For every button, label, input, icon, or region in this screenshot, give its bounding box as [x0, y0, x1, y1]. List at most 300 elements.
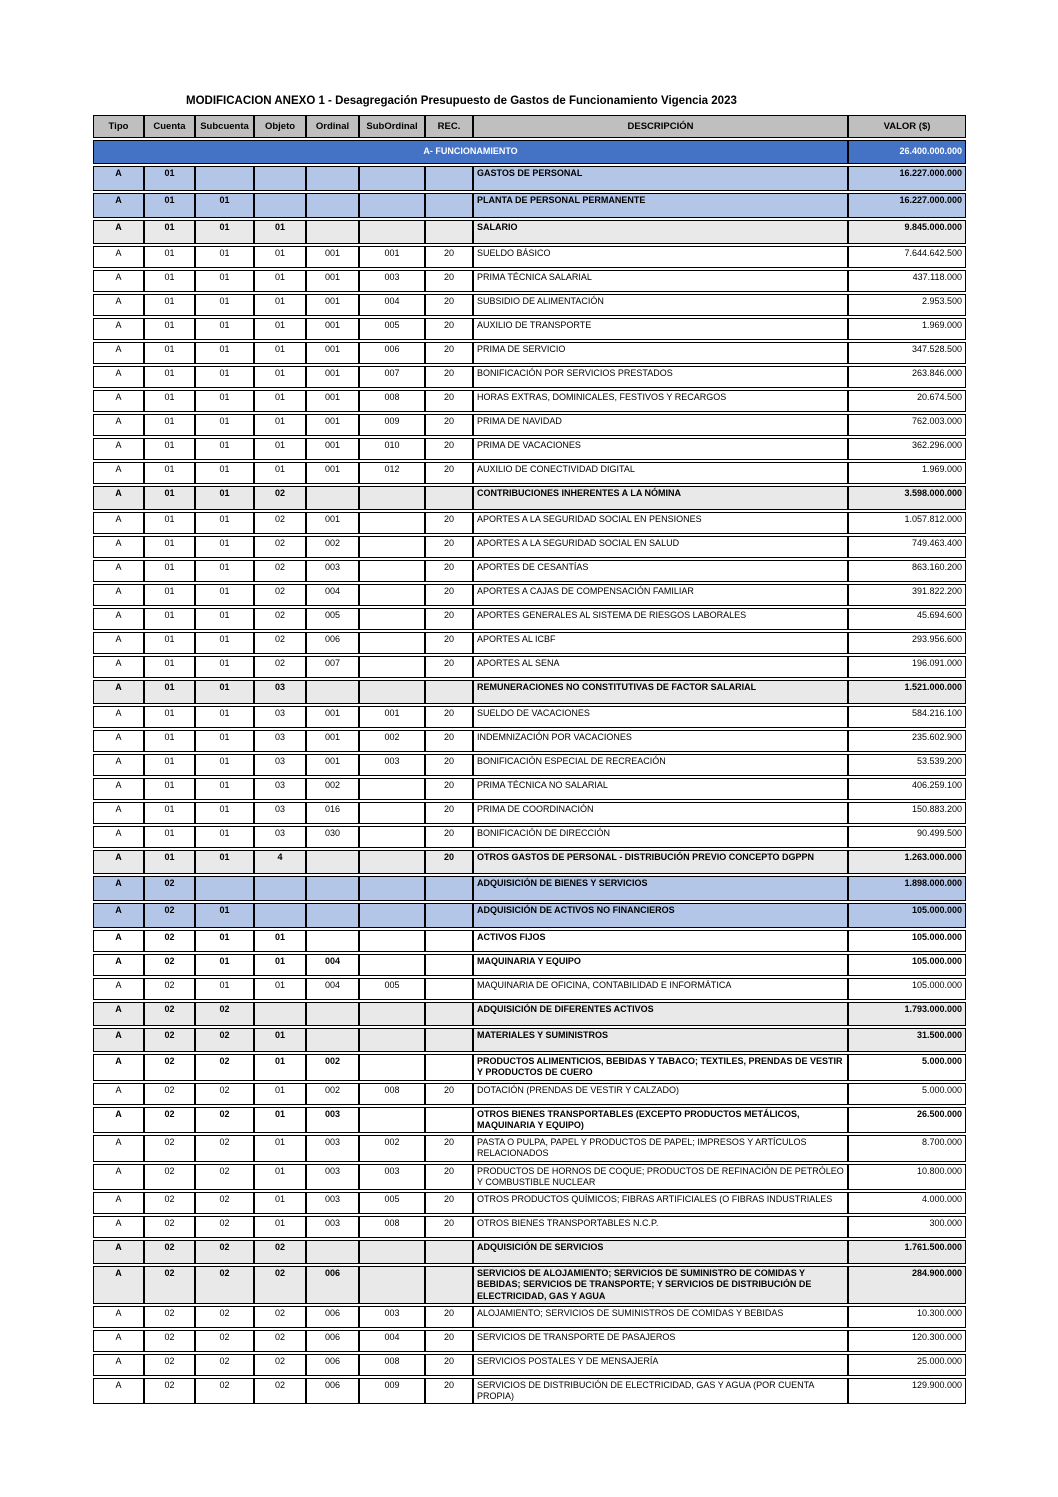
cell-valor: 196.091.000 — [848, 656, 966, 678]
cell-subcuenta: 01 — [195, 632, 254, 654]
cell-subcuenta: 01 — [195, 656, 254, 678]
table-row — [93, 560, 966, 582]
cell-cuenta: 02 — [144, 1240, 195, 1264]
cell-descripcion: APORTES A LA SEGURIDAD SOCIAL EN SALUD — [473, 536, 848, 558]
cell-valor: 150.883.200 — [848, 802, 966, 824]
cell-subcuenta — [195, 876, 254, 901]
cell-subcuenta: 02 — [195, 1354, 254, 1376]
cell-rec — [425, 1054, 473, 1081]
table-row — [93, 930, 966, 952]
cell-valor: 26.400.000.000 — [848, 140, 966, 164]
cell-objeto: 03 — [254, 730, 306, 752]
cell-subordinal: 004 — [359, 294, 425, 316]
cell-rec — [425, 1240, 473, 1264]
cell-rec: 20 — [425, 754, 473, 776]
cell-ordinal: 001 — [306, 342, 359, 364]
cell-rec — [425, 903, 473, 928]
cell-tipo: A — [93, 584, 144, 606]
cell-descripcion: SERVICIOS DE TRANSPORTE DE PASAJEROS — [473, 1330, 848, 1352]
table-row — [93, 850, 966, 874]
cell-objeto: 03 — [254, 706, 306, 728]
cell-objeto: 03 — [254, 778, 306, 800]
cell-objeto: 02 — [254, 1354, 306, 1376]
cell-tipo: A — [93, 1107, 144, 1134]
table-row — [93, 390, 966, 412]
cell-cuenta: 01 — [144, 462, 195, 484]
cell-rec — [425, 486, 473, 510]
cell-ordinal: 001 — [306, 512, 359, 534]
cell-ordinal: 001 — [306, 730, 359, 752]
cell-subordinal — [359, 512, 425, 534]
cell-cuenta: 02 — [144, 903, 195, 928]
cell-tipo: A — [93, 1083, 144, 1105]
cell-valor: 105.000.000 — [848, 978, 966, 1000]
cell-subcuenta: 01 — [195, 778, 254, 800]
cell-subordinal — [359, 193, 425, 218]
cell-ordinal: 004 — [306, 584, 359, 606]
cell-descripcion: HORAS EXTRAS, DOMINICALES, FESTIVOS Y RECARGOS — [473, 390, 848, 412]
cell-tipo: A — [93, 1330, 144, 1352]
table-row — [93, 220, 966, 244]
cell-valor: 263.846.000 — [848, 366, 966, 388]
cell-rec: 20 — [425, 730, 473, 752]
cell-objeto: 01 — [254, 246, 306, 268]
cell-cuenta: 01 — [144, 438, 195, 460]
cell-rec — [425, 1028, 473, 1052]
cell-subcuenta — [195, 166, 254, 191]
table-row — [93, 1306, 966, 1328]
cell-ordinal: 002 — [306, 536, 359, 558]
cell-descripcion: BONIFICACIÓN ESPECIAL DE RECREACIÓN — [473, 754, 848, 776]
cell-descripcion: OTROS GASTOS DE PERSONAL - DISTRIBUCIÓN PREVIO CONCEPTO DGPPN — [473, 850, 848, 874]
cell-ordinal: 003 — [306, 1216, 359, 1238]
cell-cuenta: 01 — [144, 632, 195, 654]
cell-valor: 26.500.000 — [848, 1107, 966, 1134]
cell-subordinal: 009 — [359, 414, 425, 436]
cell-rec — [425, 876, 473, 901]
cell-ordinal: 003 — [306, 1164, 359, 1191]
cell-cuenta: 02 — [144, 1002, 195, 1026]
cell-ordinal — [306, 680, 359, 704]
cell-subordinal — [359, 850, 425, 874]
cell-tipo: A — [93, 1216, 144, 1238]
cell-descripcion: CONTRIBUCIONES INHERENTES A LA NÓMINA — [473, 486, 848, 510]
cell-descripcion: AUXILIO DE CONECTIVIDAD DIGITAL — [473, 462, 848, 484]
table-row — [93, 978, 966, 1000]
table-row — [93, 954, 966, 976]
cell-ordinal: 001 — [306, 270, 359, 292]
table-row — [93, 1107, 966, 1134]
cell-rec: 20 — [425, 802, 473, 824]
cell-descripcion: ADQUISICIÓN DE DIFERENTES ACTIVOS — [473, 1002, 848, 1026]
cell-objeto — [254, 903, 306, 928]
cell-objeto: 01 — [254, 930, 306, 952]
column-header-subcuenta: Subcuenta — [195, 115, 254, 138]
cell-rec: 20 — [425, 778, 473, 800]
cell-cuenta: 02 — [144, 1378, 195, 1405]
table-row — [93, 680, 966, 704]
cell-subcuenta: 01 — [195, 390, 254, 412]
cell-ordinal — [306, 220, 359, 244]
cell-valor: 1.263.000.000 — [848, 850, 966, 874]
cell-ordinal: 003 — [306, 1192, 359, 1214]
cell-cuenta: 02 — [144, 1107, 195, 1134]
table-row — [93, 632, 966, 654]
table-row — [93, 366, 966, 388]
cell-tipo: A — [93, 1135, 144, 1162]
cell-tipo: A — [93, 486, 144, 510]
cell-subordinal — [359, 802, 425, 824]
cell-tipo: A — [93, 954, 144, 976]
cell-valor: 5.000.000 — [848, 1083, 966, 1105]
cell-rec — [425, 680, 473, 704]
cell-cuenta: 01 — [144, 826, 195, 848]
cell-subordinal: 010 — [359, 438, 425, 460]
cell-subordinal: 005 — [359, 318, 425, 340]
cell-objeto: 01 — [254, 342, 306, 364]
cell-ordinal: 001 — [306, 246, 359, 268]
cell-rec: 20 — [425, 438, 473, 460]
cell-rec: 20 — [425, 1192, 473, 1214]
cell-tipo: A — [93, 1266, 144, 1304]
cell-valor: 1.898.000.000 — [848, 876, 966, 901]
cell-subcuenta: 02 — [195, 1330, 254, 1352]
cell-descripcion: PRIMA DE SERVICIO — [473, 342, 848, 364]
cell-subordinal: 008 — [359, 1216, 425, 1238]
table-row — [93, 1135, 966, 1162]
cell-subordinal — [359, 903, 425, 928]
cell-subordinal — [359, 632, 425, 654]
cell-subordinal — [359, 166, 425, 191]
cell-objeto — [254, 166, 306, 191]
cell-tipo: A — [93, 826, 144, 848]
cell-descripcion: SUELDO BÁSICO — [473, 246, 848, 268]
cell-tipo: A — [93, 778, 144, 800]
cell-cuenta: 02 — [144, 978, 195, 1000]
cell-objeto — [254, 193, 306, 218]
cell-subordinal — [359, 486, 425, 510]
cell-valor: 8.700.000 — [848, 1135, 966, 1162]
cell-valor: 31.500.000 — [848, 1028, 966, 1052]
cell-subcuenta: 01 — [195, 536, 254, 558]
cell-subordinal: 003 — [359, 270, 425, 292]
cell-ordinal: 003 — [306, 1107, 359, 1134]
cell-subordinal: 003 — [359, 1164, 425, 1191]
cell-ordinal — [306, 193, 359, 218]
cell-cuenta: 01 — [144, 536, 195, 558]
table-row — [93, 1378, 966, 1405]
cell-objeto: 02 — [254, 560, 306, 582]
cell-objeto: 02 — [254, 656, 306, 678]
cell-descripcion: ADQUISICIÓN DE SERVICIOS — [473, 1240, 848, 1264]
table-row — [93, 826, 966, 848]
cell-subcuenta: 01 — [195, 802, 254, 824]
cell-descripcion: APORTES DE CESANTÍAS — [473, 560, 848, 582]
cell-objeto: 01 — [254, 462, 306, 484]
cell-rec: 20 — [425, 608, 473, 630]
table-row — [93, 730, 966, 752]
cell-descripcion: ADQUISICIÓN DE BIENES Y SERVICIOS — [473, 876, 848, 901]
cell-tipo: A — [93, 1354, 144, 1376]
cell-cuenta: 01 — [144, 754, 195, 776]
cell-descripcion: SERVICIOS DE ALOJAMIENTO; SERVICIOS DE SUMINISTRO DE COMIDAS Y BEBIDAS; SERVICIOS DE TRANSPORTE; Y SERVICIOS DE DISTRIBUCIÓN DE ELECTRICIDAD, GAS Y AGUA — [473, 1266, 848, 1304]
page-title: MODIFICACION ANEXO 1 - Desagregación Presupuesto de Gastos de Funcionamiento Vigencia 2023 — [186, 95, 737, 107]
cell-valor: 1.793.000.000 — [848, 1002, 966, 1026]
cell-cuenta: 01 — [144, 778, 195, 800]
cell-cuenta: 02 — [144, 1083, 195, 1105]
cell-subcuenta: 02 — [195, 1216, 254, 1238]
cell-cuenta: 02 — [144, 1028, 195, 1052]
cell-subordinal — [359, 1107, 425, 1134]
cell-rec: 20 — [425, 1306, 473, 1328]
cell-subcuenta: 02 — [195, 1135, 254, 1162]
table-row — [93, 512, 966, 534]
table-row — [93, 438, 966, 460]
cell-descripcion: PLANTA DE PERSONAL PERMANENTE — [473, 193, 848, 218]
cell-valor: 4.000.000 — [848, 1192, 966, 1214]
cell-ordinal: 001 — [306, 706, 359, 728]
cell-subcuenta: 01 — [195, 730, 254, 752]
cell-descripcion: ACTIVOS FIJOS — [473, 930, 848, 952]
total-row — [93, 140, 966, 164]
cell-cuenta: 01 — [144, 486, 195, 510]
cell-valor: 10.800.000 — [848, 1164, 966, 1191]
cell-valor: 20.674.500 — [848, 390, 966, 412]
table-row — [93, 166, 966, 191]
cell-cuenta: 01 — [144, 584, 195, 606]
cell-cuenta: 02 — [144, 1330, 195, 1352]
cell-ordinal: 006 — [306, 1266, 359, 1304]
cell-subcuenta: 01 — [195, 978, 254, 1000]
cell-ordinal: 006 — [306, 1354, 359, 1376]
cell-objeto: 01 — [254, 438, 306, 460]
cell-subcuenta: 02 — [195, 1306, 254, 1328]
cell-rec: 20 — [425, 536, 473, 558]
cell-valor: 300.000 — [848, 1216, 966, 1238]
cell-rec: 20 — [425, 318, 473, 340]
cell-tipo: A — [93, 978, 144, 1000]
cell-rec — [425, 166, 473, 191]
cell-subordinal — [359, 826, 425, 848]
cell-valor: 16.227.000.000 — [848, 166, 966, 191]
cell-rec — [425, 978, 473, 1000]
cell-subordinal — [359, 536, 425, 558]
table-row — [93, 584, 966, 606]
column-header-descripcion: DESCRIPCIÓN — [473, 115, 848, 138]
cell-rec: 20 — [425, 632, 473, 654]
cell-valor: 45.694.600 — [848, 608, 966, 630]
cell-objeto: 01 — [254, 1135, 306, 1162]
cell-subcuenta: 01 — [195, 954, 254, 976]
cell-subcuenta: 01 — [195, 560, 254, 582]
cell-descripcion: ADQUISICIÓN DE ACTIVOS NO FINANCIEROS — [473, 903, 848, 928]
cell-subordinal: 004 — [359, 1330, 425, 1352]
cell-descripcion: PRODUCTOS DE HORNOS DE COQUE; PRODUCTOS DE REFINACIÓN DE PETRÓLEO Y COMBUSTIBLE NUCLEAR — [473, 1164, 848, 1191]
table-row — [93, 270, 966, 292]
cell-objeto: 01 — [254, 1107, 306, 1134]
table-row — [93, 706, 966, 728]
cell-descripcion: APORTES A LA SEGURIDAD SOCIAL EN PENSIONES — [473, 512, 848, 534]
cell-valor: 25.000.000 — [848, 1354, 966, 1376]
cell-tipo: A — [93, 246, 144, 268]
cell-ordinal: 005 — [306, 608, 359, 630]
cell-objeto: 03 — [254, 754, 306, 776]
cell-ordinal: 003 — [306, 1135, 359, 1162]
cell-cuenta: 01 — [144, 802, 195, 824]
cell-objeto: 03 — [254, 680, 306, 704]
column-header-subordinal: SubOrdinal — [359, 115, 425, 138]
cell-tipo: A — [93, 512, 144, 534]
cell-cuenta: 01 — [144, 730, 195, 752]
cell-subcuenta: 01 — [195, 584, 254, 606]
cell-ordinal: 001 — [306, 318, 359, 340]
column-header-objeto: Objeto — [254, 115, 306, 138]
cell-descripcion: PRIMA TÉCNICA NO SALARIAL — [473, 778, 848, 800]
cell-descripcion: OTROS BIENES TRANSPORTABLES (EXCEPTO PRODUCTOS METÁLICOS, MAQUINARIA Y EQUIPO) — [473, 1107, 848, 1134]
cell-ordinal: 001 — [306, 390, 359, 412]
cell-subordinal — [359, 930, 425, 952]
cell-tipo: A — [93, 608, 144, 630]
cell-cuenta: 02 — [144, 1135, 195, 1162]
cell-subordinal — [359, 680, 425, 704]
cell-ordinal: 001 — [306, 294, 359, 316]
cell-ordinal: 003 — [306, 560, 359, 582]
cell-cuenta: 01 — [144, 512, 195, 534]
cell-rec: 20 — [425, 512, 473, 534]
column-header-valor: VALOR ($) — [848, 115, 966, 138]
cell-tipo: A — [93, 270, 144, 292]
cell-descripcion: PRODUCTOS ALIMENTICIOS, BEBIDAS Y TABACO; TEXTILES, PRENDAS DE VESTIR Y PRODUCTOS DE CUERO — [473, 1054, 848, 1081]
cell-tipo: A — [93, 342, 144, 364]
table-row — [93, 246, 966, 268]
cell-objeto: 01 — [254, 1192, 306, 1214]
cell-ordinal: 002 — [306, 1054, 359, 1081]
cell-descripcion: SERVICIOS DE DISTRIBUCIÓN DE ELECTRICIDAD, GAS Y AGUA (POR CUENTA PROPIA) — [473, 1378, 848, 1405]
cell-ordinal: 001 — [306, 462, 359, 484]
cell-ordinal: 002 — [306, 778, 359, 800]
table-row — [93, 1216, 966, 1238]
cell-valor: 762.003.000 — [848, 414, 966, 436]
cell-ordinal — [306, 876, 359, 901]
cell-objeto: 02 — [254, 608, 306, 630]
cell-subordinal: 003 — [359, 1306, 425, 1328]
cell-tipo: A — [93, 876, 144, 901]
cell-objeto — [254, 876, 306, 901]
cell-subcuenta: 01 — [195, 294, 254, 316]
cell-subcuenta: 02 — [195, 1240, 254, 1264]
column-header-tipo: Tipo — [93, 115, 144, 138]
cell-cuenta: 01 — [144, 294, 195, 316]
cell-descripcion: PRIMA DE VACACIONES — [473, 438, 848, 460]
cell-valor: 105.000.000 — [848, 954, 966, 976]
cell-subcuenta: 01 — [195, 706, 254, 728]
cell-subordinal — [359, 1054, 425, 1081]
cell-tipo: A — [93, 656, 144, 678]
cell-tipo: A — [93, 294, 144, 316]
cell-objeto: 01 — [254, 366, 306, 388]
cell-ordinal: 001 — [306, 414, 359, 436]
cell-rec — [425, 193, 473, 218]
cell-valor: 1.521.000.000 — [848, 680, 966, 704]
cell-rec — [425, 1107, 473, 1134]
cell-subcuenta: 02 — [195, 1083, 254, 1105]
cell-subordinal: 009 — [359, 1378, 425, 1405]
cell-tipo: A — [93, 318, 144, 340]
cell-cuenta: 01 — [144, 270, 195, 292]
table-row — [93, 608, 966, 630]
cell-descripcion: APORTES GENERALES AL SISTEMA DE RIESGOS LABORALES — [473, 608, 848, 630]
cell-subordinal — [359, 656, 425, 678]
cell-ordinal — [306, 1002, 359, 1026]
cell-tipo: A — [93, 414, 144, 436]
cell-subordinal — [359, 1266, 425, 1304]
cell-objeto: 01 — [254, 1054, 306, 1081]
cell-objeto: 03 — [254, 826, 306, 848]
cell-descripcion: MAQUINARIA DE OFICINA, CONTABILIDAD E INFORMÁTICA — [473, 978, 848, 1000]
cell-objeto: 01 — [254, 1164, 306, 1191]
cell-tipo: A — [93, 193, 144, 218]
cell-ordinal: 007 — [306, 656, 359, 678]
cell-subordinal: 007 — [359, 366, 425, 388]
table-row — [93, 1240, 966, 1264]
cell-tipo: A — [93, 1164, 144, 1191]
cell-rec: 20 — [425, 656, 473, 678]
cell-descripcion: DOTACIÓN (PRENDAS DE VESTIR Y CALZADO) — [473, 1083, 848, 1105]
cell-subordinal — [359, 1240, 425, 1264]
column-header-cuenta: Cuenta — [144, 115, 195, 138]
cell-cuenta: 01 — [144, 366, 195, 388]
cell-subordinal: 002 — [359, 730, 425, 752]
cell-descripcion: SUBSIDIO DE ALIMENTACIÓN — [473, 294, 848, 316]
cell-valor: 1.969.000 — [848, 318, 966, 340]
cell-ordinal: 030 — [306, 826, 359, 848]
cell-descripcion: APORTES A CAJAS DE COMPENSACIÓN FAMILIAR — [473, 584, 848, 606]
cell-valor: 10.300.000 — [848, 1306, 966, 1328]
cell-rec: 20 — [425, 1354, 473, 1376]
table-row — [93, 1164, 966, 1191]
cell-tipo: A — [93, 1306, 144, 1328]
cell-objeto: 01 — [254, 390, 306, 412]
table-row — [93, 1028, 966, 1052]
cell-cuenta: 01 — [144, 193, 195, 218]
cell-valor: 347.528.500 — [848, 342, 966, 364]
cell-valor: 863.160.200 — [848, 560, 966, 582]
table-row — [93, 318, 966, 340]
table-row — [93, 1266, 966, 1304]
cell-subcuenta: 01 — [195, 486, 254, 510]
cell-objeto: 01 — [254, 1083, 306, 1105]
cell-subordinal: 012 — [359, 462, 425, 484]
cell-subcuenta: 02 — [195, 1266, 254, 1304]
cell-objeto: 4 — [254, 850, 306, 874]
cell-tipo: A — [93, 560, 144, 582]
cell-objeto: 01 — [254, 270, 306, 292]
cell-tipo: A — [93, 438, 144, 460]
cell-subcuenta: 01 — [195, 318, 254, 340]
cell-descripcion: GASTOS DE PERSONAL — [473, 166, 848, 191]
cell-descripcion: PRIMA DE COORDINACIÓN — [473, 802, 848, 824]
cell-cuenta: 02 — [144, 1054, 195, 1081]
cell-tipo: A — [93, 1192, 144, 1214]
cell-valor: 129.900.000 — [848, 1378, 966, 1405]
cell-subordinal — [359, 608, 425, 630]
cell-objeto: 02 — [254, 1266, 306, 1304]
cell-rec: 20 — [425, 560, 473, 582]
cell-subcuenta: 02 — [195, 1054, 254, 1081]
cell-descripcion: MAQUINARIA Y EQUIPO — [473, 954, 848, 976]
cell-tipo: A — [93, 1054, 144, 1081]
cell-valor: 437.118.000 — [848, 270, 966, 292]
